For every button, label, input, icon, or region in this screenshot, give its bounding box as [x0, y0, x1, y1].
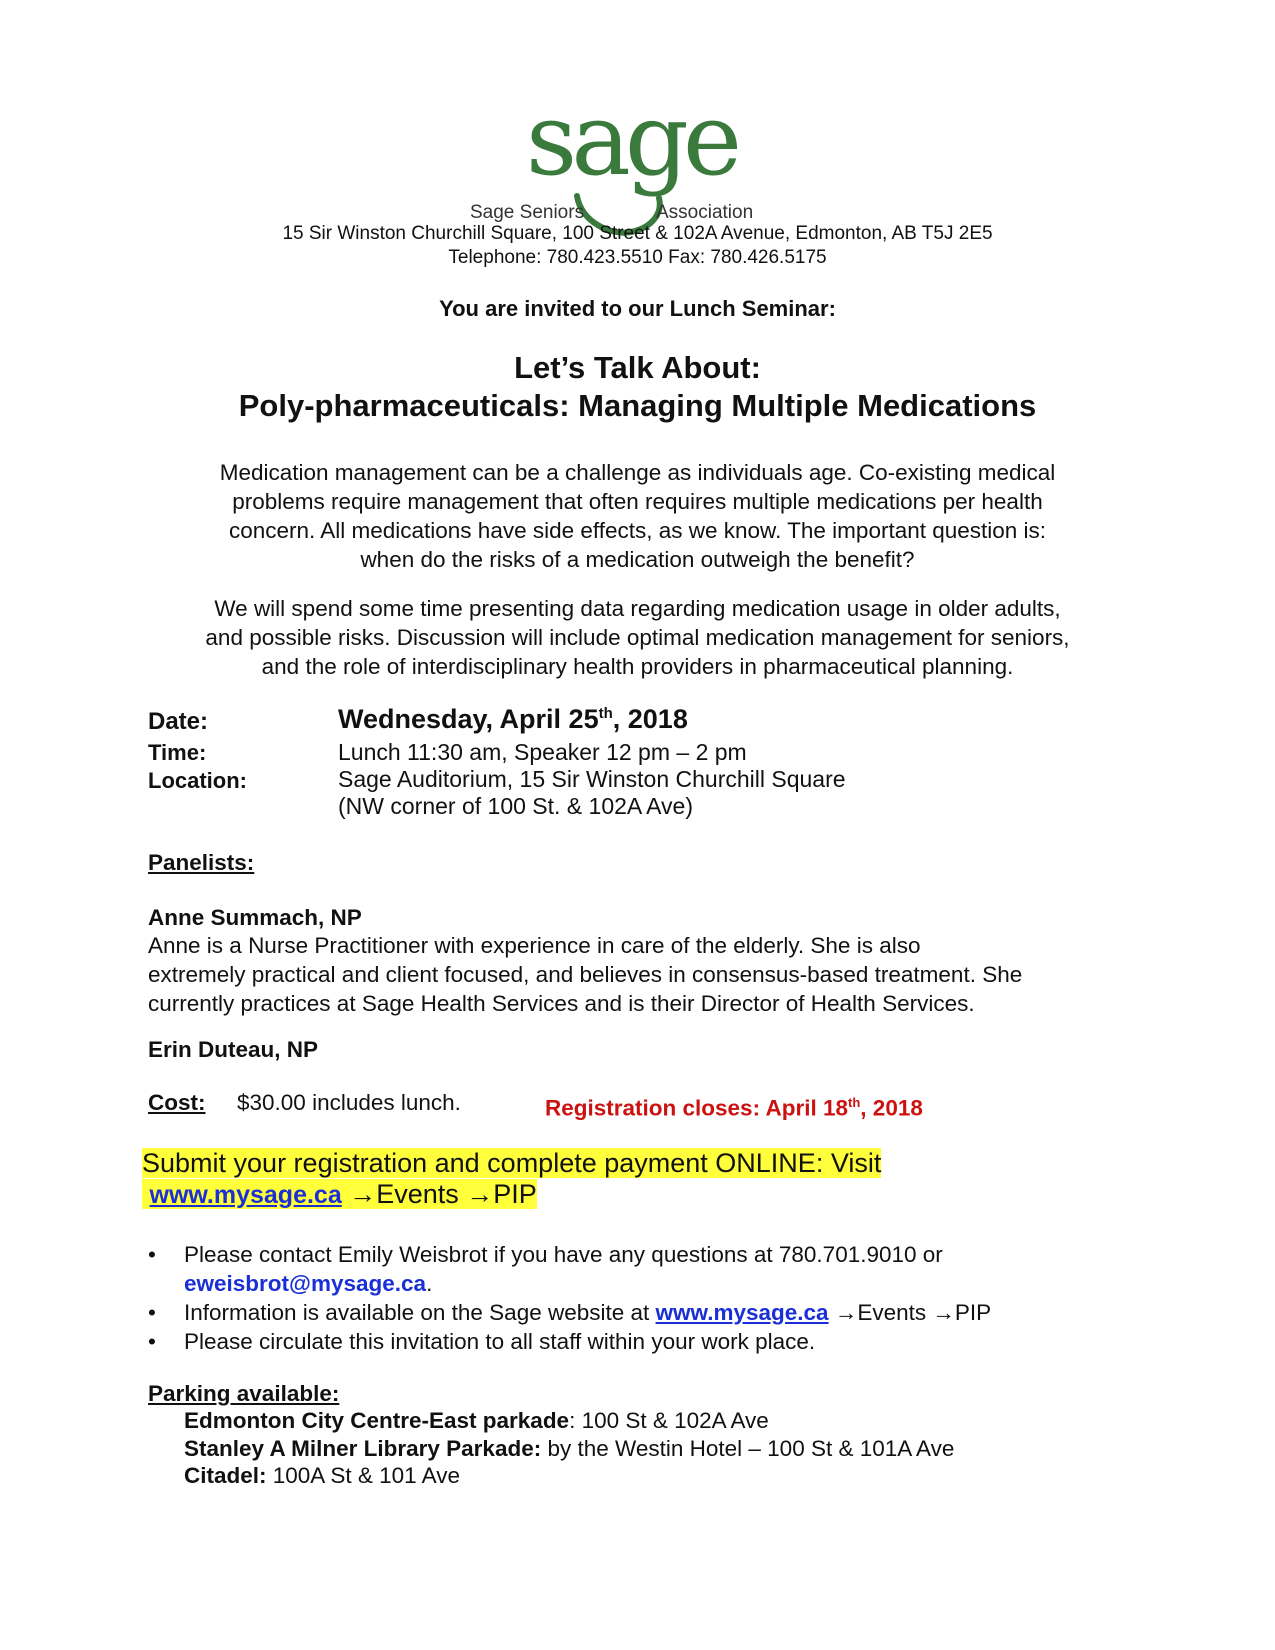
- parking-row-2: [184, 1434, 954, 1463]
- bullet-icon: •: [148, 1242, 156, 1267]
- title-line-1: Let’s Talk About:: [514, 350, 761, 385]
- mysage-link[interactable]: www.mysage.ca: [149, 1181, 342, 1209]
- date-main: Wednesday, April 25: [338, 704, 599, 734]
- parking-name: Edmonton City Centre-East parkade: [184, 1408, 570, 1433]
- bio-line: currently practices at Sage Health Services and is their Director of Health Services.: [148, 991, 975, 1016]
- time-value: Lunch 11:30 am, Speaker 12 pm – 2 pm: [338, 739, 747, 765]
- panelist-2-name: Erin Duteau, NP: [148, 1037, 319, 1062]
- website-link[interactable]: www.mysage.ca: [655, 1300, 829, 1325]
- bullet-text: Please circulate this invitation to all staff within your work place.: [184, 1329, 816, 1354]
- paragraph-line: and possible risks. Discussion will include optimal medication management for seniors,: [205, 625, 1070, 650]
- location-label: Location:: [148, 768, 247, 793]
- paragraph-line: when do the risks of a medication outweigh the benefit?: [360, 547, 915, 572]
- parking-value: 100A St & 101 Ave: [266, 1463, 461, 1488]
- logo-wordmark: sage: [525, 81, 737, 198]
- bullet-item-contact: [148, 1240, 1148, 1298]
- date-year: , 2018: [612, 704, 688, 734]
- invite-line: You are invited to our Lunch Seminar:: [439, 296, 836, 321]
- online-line-2: [142, 1179, 537, 1209]
- parking-name: Citadel:: [184, 1463, 267, 1488]
- bullet-item-circulate: [148, 1327, 1148, 1356]
- registration-deadline-suffix: th: [848, 1095, 861, 1110]
- date-value: [338, 704, 688, 735]
- logo-right-subtitle: Association: [656, 202, 754, 223]
- contact-email-link[interactable]: eweisbrot@mysage.ca: [184, 1271, 427, 1296]
- cost-value: $30.00 includes lunch.: [237, 1090, 461, 1115]
- parking-name: Stanley A Milner Library Parkade:: [184, 1436, 542, 1461]
- paragraph-line: We will spend some time presenting data regarding medication usage in older adults,: [214, 596, 1061, 621]
- panelist-1-name: Anne Summach, NP: [148, 905, 362, 930]
- sage-logo: [470, 81, 795, 240]
- panelist-1-bio: [148, 931, 1148, 1018]
- bullet-text-end: .: [426, 1271, 433, 1296]
- online-path: →Events →PIP: [341, 1179, 537, 1209]
- cost-label: Cost:: [148, 1090, 206, 1115]
- paragraph-line: Medication management can be a challenge as individuals age. Co-existing medical: [219, 460, 1056, 485]
- intro-paragraph: [0, 458, 1275, 574]
- bio-line: Anne is a Nurse Practitioner with experience in care of the elderly. She is also: [148, 933, 921, 958]
- panelists-heading: Panelists:: [148, 850, 255, 875]
- logo-left-subtitle: Sage Seniors: [470, 202, 585, 223]
- paragraph-line: problems require management that often requires multiple medications per health: [232, 489, 1043, 514]
- time-label: Time:: [148, 740, 207, 765]
- registration-deadline: [545, 1088, 923, 1123]
- online-line-1: Submit your registration and complete payment ONLINE: Visit: [142, 1148, 882, 1178]
- registration-deadline-year: , 2018: [860, 1095, 923, 1121]
- location-line-2: (NW corner of 100 St. & 102A Ave): [338, 793, 693, 819]
- bio-line: extremely practical and client focused, and believes in consensus-based treatment. She: [148, 962, 1023, 987]
- bullet-text: Please contact Emily Weisbrot if you have any questions at 780.701.9010 or: [184, 1242, 943, 1267]
- online-registration-notice: [142, 1147, 881, 1211]
- contact-line: Telephone: 780.423.5510 Fax: 780.426.5175: [448, 247, 827, 268]
- parking-value: : 100 St & 102A Ave: [569, 1408, 769, 1433]
- parking-heading: Parking available:: [148, 1381, 340, 1406]
- parking-row-1: [184, 1406, 769, 1435]
- bullet-icon: •: [148, 1329, 156, 1354]
- bullet-item-website: [148, 1298, 1148, 1327]
- paragraph-line: and the role of interdisciplinary health providers in pharmaceutical planning.: [261, 654, 1014, 679]
- date-label: Date:: [148, 708, 209, 735]
- parking-row-3: [184, 1461, 460, 1490]
- description-paragraph: [0, 594, 1275, 681]
- paragraph-line: concern. All medications have side effects, as we know. The important question is:: [228, 518, 1047, 543]
- title-line-2: Poly-pharmaceuticals: Managing Multiple Medications: [238, 388, 1037, 423]
- registration-deadline-main: Registration closes: April 18: [545, 1095, 849, 1121]
- address-line: 15 Sir Winston Churchill Square, 100 Street & 102A Avenue, Edmonton, AB T5J 2E5: [282, 223, 993, 244]
- info-bullet-list: [148, 1240, 1148, 1356]
- date-suffix: th: [598, 705, 613, 722]
- location-line-1: Sage Auditorium, 15 Sir Winston Churchill Square: [338, 766, 846, 792]
- parking-value: by the Westin Hotel – 100 St & 101A Ave: [541, 1436, 955, 1461]
- bullet-icon: •: [148, 1300, 156, 1325]
- bullet-text-end: →Events →PIP: [828, 1300, 992, 1325]
- bullet-text: Information is available on the Sage website at: [184, 1300, 656, 1325]
